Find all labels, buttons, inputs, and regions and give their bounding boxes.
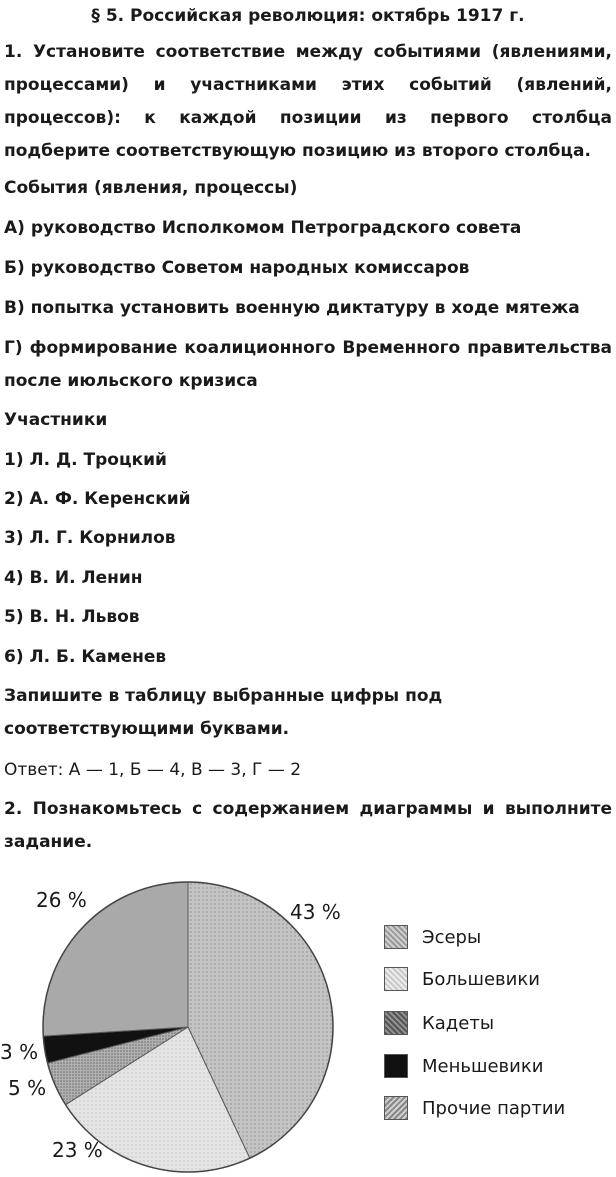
slice-label-esers: 43 % <box>290 900 341 924</box>
legend-swatch <box>384 967 408 991</box>
legend-label: Эсеры <box>422 926 482 948</box>
participant-item-3: 3) Л. Г. Корнилов <box>4 528 176 548</box>
slice-label-others: 26 % <box>36 888 87 912</box>
task1-answer: Ответ: А — 1, Б — 4, В — 3, Г — 2 <box>4 760 302 780</box>
participant-item-5: 5) В. Н. Львов <box>4 607 140 627</box>
legend-item-mensheviks <box>384 1051 543 1081</box>
legend-label: Прочие партии <box>422 1097 566 1119</box>
legend-item-others <box>384 1093 565 1123</box>
legend-swatch <box>384 1054 408 1078</box>
legend-swatch <box>384 925 408 949</box>
participant-item-2: 2) А. Ф. Керенский <box>4 489 191 509</box>
legend-item-kadets <box>384 1008 494 1038</box>
legend-label: Большевики <box>422 968 540 990</box>
legend-swatch <box>384 1096 408 1120</box>
participant-item-4: 4) В. И. Ленин <box>4 568 143 588</box>
legend-item-bolsheviks <box>384 964 540 994</box>
section-heading: § 5. Российская революция: октябрь 1917 г. <box>91 6 525 26</box>
legend-swatch <box>384 1011 408 1035</box>
event-item-b: Б) руководство Советом народных комиссаров <box>4 258 470 278</box>
legend-item-esers <box>384 922 481 952</box>
slice-label-mensheviks: 3 % <box>0 1040 39 1064</box>
slice-label-kadets: 5 % <box>8 1076 47 1100</box>
participant-item-6: 6) Л. Б. Каменев <box>4 647 167 667</box>
events-heading: События (явления, процессы) <box>4 178 298 198</box>
event-item-a: А) руководство Исполкомом Петроградского совета <box>4 218 522 238</box>
event-item-d: Г) формирование коалиционного Временного правительства после июльского кризиса <box>4 338 612 391</box>
task1-instruction: Запишите в таблицу выбранные цифры под соответствующими буквами. <box>4 686 443 739</box>
participants-heading: Участники <box>4 410 108 430</box>
legend-label: Меньшевики <box>422 1055 544 1077</box>
task2-prompt: 2. Познакомьтесь с содержанием диаграммы и выполните задание. <box>4 799 612 852</box>
participant-item-1: 1) Л. Д. Троцкий <box>4 450 167 470</box>
event-item-c: В) попытка установить военную диктатуру в ходе мятежа <box>4 298 580 318</box>
legend-label: Кадеты <box>422 1012 495 1034</box>
task1-prompt: 1. Установите соответствие между событиями (явлениями, процессами) и участниками этих событий (явлений, процессов): к каждой позиции из первого столбца подберите соответствующую позицию из второго столбца. <box>4 42 612 161</box>
slice-label-bolsheviks: 23 % <box>52 1138 103 1162</box>
